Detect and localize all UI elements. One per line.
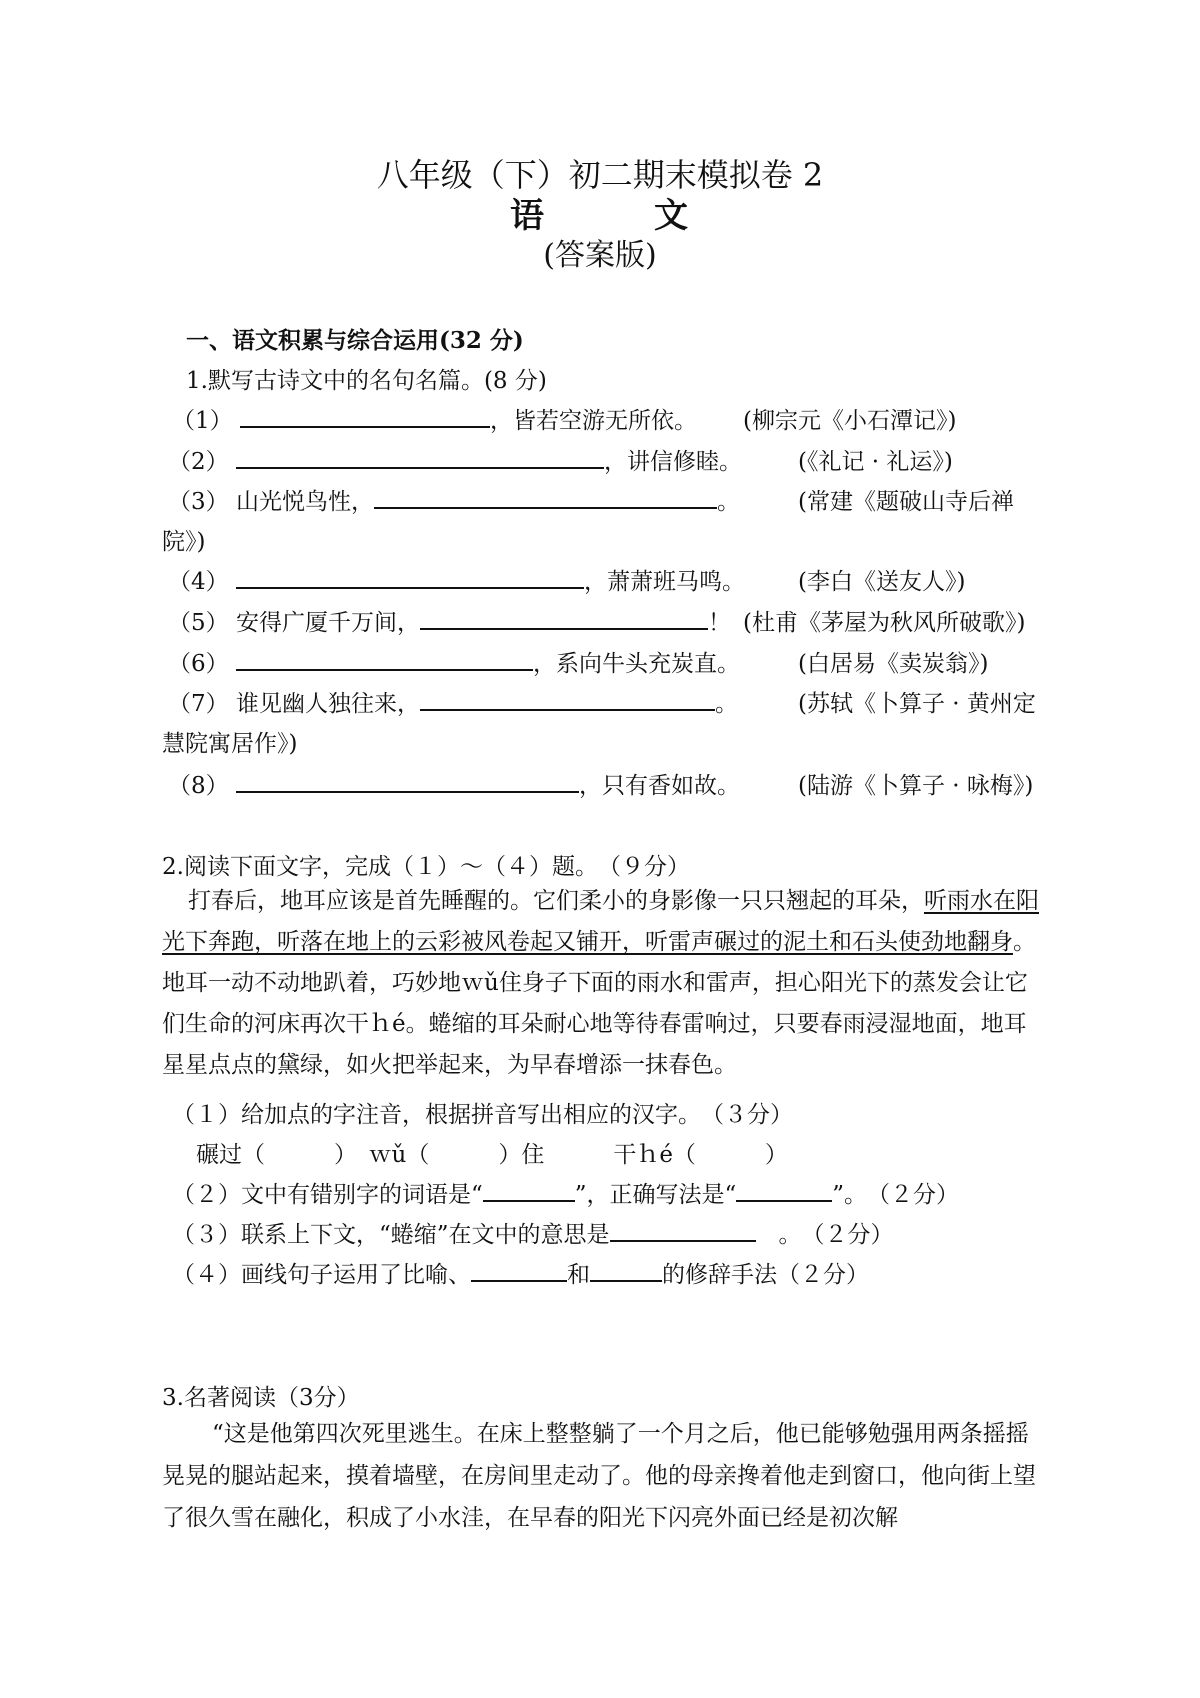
q1-item: （4） ，萧萧班马鸣。 (168, 569, 745, 595)
answer-blank[interactable] (471, 1260, 567, 1282)
q2-passage: 打春后，地耳应该是首先睡醒的。它们柔小的身影像一只只翘起的耳朵，听雨水在阳光下奔跑，听落在地上的云彩被风卷起又铺开，听雷声碾过的泥土和石头使劲地翻身。地耳一动不动地趴着，巧妙地ｗǔ住身子下面的雨水和雷声，担心阳光下的蒸发会让它们生命的河床再次干ｈé。蜷缩的耳朵耐心地等待春雷响过，只要春雨浸湿地面，地耳星星点点的黛绿，如火把举起来，为早春增添一抹春色。 (162, 888, 1039, 1078)
q1-source-cont: 院》) (162, 529, 206, 555)
q1-item: （2） ，讲信修睦。 (168, 449, 742, 475)
q3-passage: “这是他第四次死里逃生。在床上整整躺了一个月之后，他已能够勉强用两条摇摇晃晃的腿站起来，摸着墙壁，在房间里走动了。他的母亲搀着他走到窗口，他向街上望了很久雪在融化，积成了小水洼，在早春的阳光下闪亮外面已经是初次解 (162, 1421, 1036, 1531)
q2-sub1-fields[interactable]: 碾过（ ） ｗǔ（ ）住 干ｈé（ ） (196, 1142, 788, 1168)
answer-blank[interactable] (236, 649, 533, 671)
section-heading: 一、语文积累与综合运用(32 分) (186, 327, 524, 354)
q2-sub1: （１）给加点的字注音，根据拼音写出相应的汉字。 （３分） (172, 1102, 793, 1128)
subject-title: 语 文 (510, 196, 690, 236)
q3-prompt: 3.名著阅读（3分） (162, 1385, 360, 1411)
answer-blank[interactable] (590, 1260, 662, 1282)
answer-blank[interactable] (736, 1180, 832, 1202)
answer-blank[interactable] (420, 689, 715, 711)
q2-sub3: （３）联系上下文，“蜷缩”在文中的意思是 。 （２分） (172, 1222, 894, 1248)
underlined-sentence: 听雨水在阳光下奔跑，听落在地上的云彩被风卷起又铺开，听雷声碾过的泥土和石头使劲地翻身 (162, 888, 1039, 955)
exam-title: 八年级（下）初二期末模拟卷 2 (376, 156, 824, 194)
q1-source: (常建《题破山寺后禅 (798, 489, 1014, 515)
q1-source: (苏轼《卜算子 · 黄州定 (798, 691, 1036, 717)
edition-label: (答案版) (543, 238, 657, 273)
q1-item: （8） ，只有香如故。 (168, 773, 740, 799)
q1-item: （6） ，系向牛头充炭直。 (168, 651, 740, 677)
answer-blank[interactable] (420, 608, 708, 630)
answer-blank[interactable] (236, 447, 604, 469)
answer-blank[interactable] (240, 406, 490, 428)
q2-prompt: 2.阅读下面文字，完成（１）～（４）题。 （９分） (162, 854, 690, 880)
q1-item: （3） 山光悦鸟性， 。 (168, 489, 740, 515)
q2-sub4: （４）画线句子运用了比喻、 和 的修辞手法（２分） (172, 1262, 869, 1288)
q1-source: (柳宗元《小石潭记》) (743, 408, 957, 434)
q1-source-cont: 慧院寓居作》) (162, 731, 298, 757)
answer-blank[interactable] (483, 1180, 575, 1202)
q2-sub2: （２）文中有错别字的词语是“ ”，正确写法是“ ”。 （２分） (172, 1182, 960, 1208)
q1-prompt: 1.默写古诗文中的名句名篇。(8 分) (186, 368, 547, 394)
q1-item: （1） ，皆若空游无所依。 (172, 408, 697, 434)
q1-source: (李白《送友人》) (798, 569, 966, 595)
answer-blank[interactable] (236, 567, 584, 589)
q1-source: (杜甫《茅屋为秋风所破歌》) (743, 610, 1026, 636)
q1-source: (陆游《卜算子 · 咏梅》) (798, 773, 1034, 799)
q1-item: （5） 安得广厦千万间， ！ (168, 610, 731, 636)
answer-blank[interactable] (610, 1220, 756, 1242)
q1-item: （7） 谁见幽人独往来， 。 (168, 691, 738, 717)
answer-blank[interactable] (236, 771, 579, 793)
answer-blank[interactable] (374, 487, 717, 509)
q1-source: (白居易《卖炭翁》) (798, 651, 989, 677)
q1-source: (《礼记 · 礼运》) (798, 449, 953, 475)
